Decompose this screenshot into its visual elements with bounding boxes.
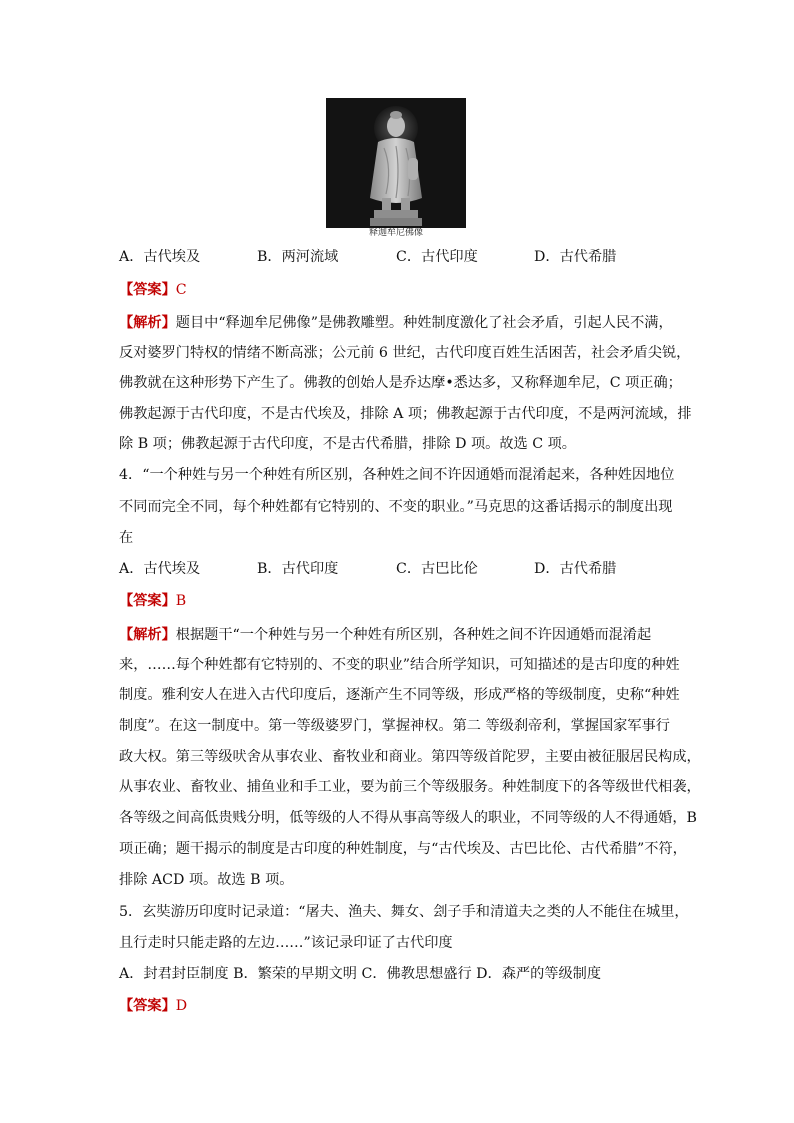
q3-analysis-line: 反对婆罗门特权的情绪不断高涨；公元前 6 世纪，古代印度百姓生活困苦，社会矛盾尖锐， xyxy=(119,345,691,361)
q4-analysis-line: 排除 ACD 项。故选 B 项。 xyxy=(119,872,294,888)
q4-stem-line: 4．“一个种姓与另一个种姓有所区别，各种姓之间不许因通婚而混淆起来，各种姓因地位 xyxy=(119,467,675,483)
q4-option-c: C．古巴比伦 xyxy=(396,561,478,577)
answer-value: C xyxy=(175,282,187,298)
figure-caption: 释迦牟尼佛像 xyxy=(326,228,466,240)
q5-options: A．封君封臣制度 B．繁荣的早期文明 C．佛教思想盛行 D．森严的等级制度 xyxy=(119,966,602,982)
q4-answer xyxy=(119,591,699,611)
q4-stem-line: 不同而完全不同，每个种姓都有它特别的、不变的职业。”马克思的这番话揭示的制度出现 xyxy=(119,499,673,515)
q3-option-a: A．古代埃及 xyxy=(119,249,201,265)
q4-analysis-line: 【解析】根据题干“一个种姓与另一个种姓有所区别，各种姓之间不许因通婚而混淆起 xyxy=(119,627,652,643)
buddha-statue-icon xyxy=(326,98,466,238)
q3-option-b: B．两河流域 xyxy=(257,249,339,265)
q4-analysis-line: 政大权。第三等级吠舍从事农业、畜牧业和商业。第四等级首陀罗，主要由被征服居民构成， xyxy=(119,749,701,765)
q4-option-a: A．古代埃及 xyxy=(119,561,201,577)
analysis-label: 【解析】 xyxy=(119,627,176,643)
q3-analysis-line: 除 B 项；佛教起源于古代印度，不是古代希腊，排除 D 项。故选 C 项。 xyxy=(119,436,576,452)
buddha-statue-image xyxy=(326,98,466,238)
answer-value: B xyxy=(175,593,187,609)
q3-option-d: D．古代希腊 xyxy=(534,249,617,265)
q4-analysis-line: 来，……每个种姓都有它特别的、不变的职业”结合所学知识，可知描述的是古印度的种姓 xyxy=(119,657,680,673)
q3-answer xyxy=(119,280,699,300)
q3-analysis-line: 【解析】题目中“释迦牟尼佛像”是佛教雕塑。种姓制度激化了社会矛盾，引起人民不满， xyxy=(119,315,673,331)
q5-answer xyxy=(119,996,699,1016)
q4-analysis-line: 项正确；题干揭示的制度是古印度的种姓制度，与“古代埃及、古巴比伦、古代希腊”不符， xyxy=(119,841,687,857)
q5-stem-line: 5．玄奘游历印度时记录道：“屠夫、渔夫、舞女、刽子手和清道夫之类的人不能住在城里， xyxy=(119,904,689,920)
q4-option-d: D．古代希腊 xyxy=(534,561,617,577)
q4-option-b: B．古代印度 xyxy=(257,561,339,577)
answer-label: 【答案】 xyxy=(119,998,176,1014)
q4-analysis-line: 制度”。在这一制度中。第一等级婆罗门，掌握神权。第二 等级刹帝利，掌握国家军事行 xyxy=(119,718,670,734)
answer-label: 【答案】 xyxy=(119,593,176,609)
q4-analysis-line: 制度。雅利安人在进入古代印度后，逐渐产生不同等级，形成严格的等级制度，史称“种姓 xyxy=(119,687,680,703)
q5-stem-line: 且行走时只能走路的左边……”该记录印证了古代印度 xyxy=(119,935,453,951)
answer-label: 【答案】 xyxy=(119,282,176,298)
q4-stem-line: 在 xyxy=(119,530,134,546)
q3-analysis-line: 佛教起源于古代印度，不是古代埃及，排除 A 项；佛教起源于古代印度，不是两河流域，排 xyxy=(119,406,692,422)
q4-analysis-line: 从事农业、畜牧业、捕鱼业和手工业，要为前三个等级服务。种姓制度下的各等级世代相袭， xyxy=(119,779,701,795)
q3-analysis-line: 佛教就在这种形势下产生了。佛教的创始人是乔达摩•悉达多，又称释迦牟尼，C 项正确； xyxy=(119,375,682,391)
q3-option-c: C．古代印度 xyxy=(396,249,478,265)
analysis-label: 【解析】 xyxy=(119,315,176,331)
q4-analysis-line: 各等级之间高低贵贱分明，低等级的人不得从事高等级人的职业，不同等级的人不得通婚，B xyxy=(119,810,697,826)
answer-value: D xyxy=(175,998,188,1014)
